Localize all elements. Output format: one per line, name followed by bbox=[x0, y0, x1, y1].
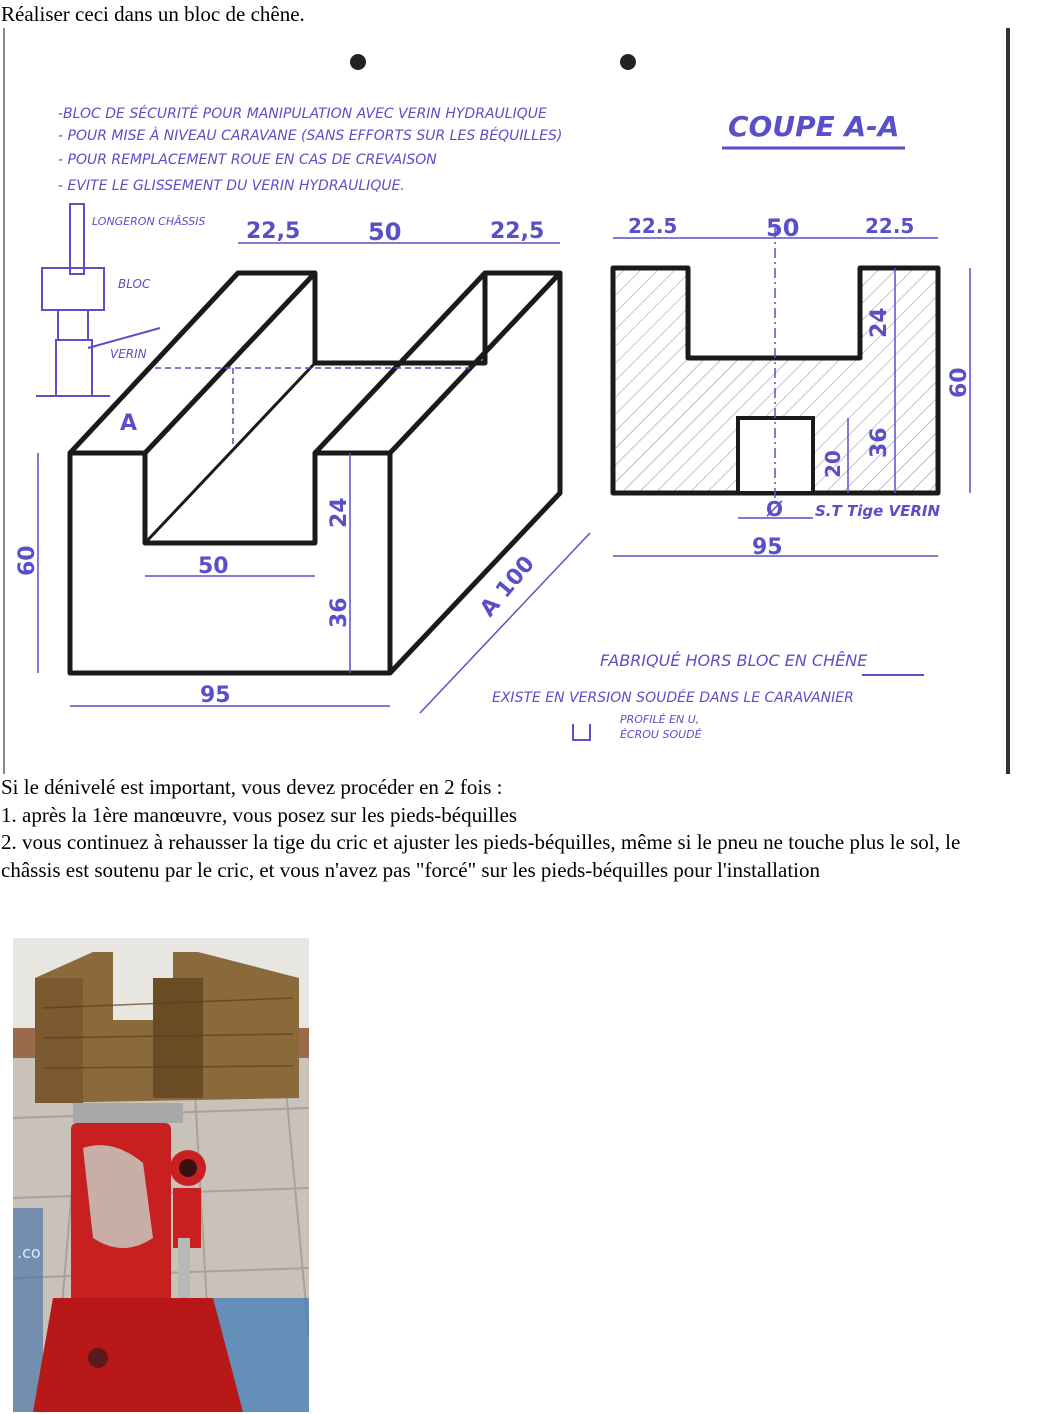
instruction-line-3: 2. vous continuez à rehausser la tige du cric et ajuster les pieds-béquilles, même si le pneu ne touche plus le sol, le châssis est soutenu par le cric, et vous n'avez pas "forcé" sur les pieds-béquilles pour l'installation bbox=[1, 830, 961, 882]
label-verin: VERIN bbox=[110, 347, 147, 361]
section-title: COUPE A-A bbox=[728, 110, 900, 143]
iso-dim-length: A 100 bbox=[475, 551, 540, 622]
instruction-line-2: 1. après la 1ère manœuvre, vous posez sur les pieds-béquilles bbox=[1, 802, 518, 827]
note-3: - POUR REMPLACEMENT ROUE EN CAS DE CREVAISON bbox=[58, 152, 437, 168]
sec-dim-slot: 24 bbox=[867, 307, 892, 338]
footer-note-2: EXISTE EN VERSION SOUDÉE DANS LE CARAVANIER bbox=[492, 690, 854, 706]
iso-dim-inner: 50 bbox=[198, 554, 229, 579]
sec-dim-height: 60 bbox=[947, 367, 972, 398]
iso-dim-slot: 24 bbox=[327, 497, 352, 528]
iso-dim-top-left: 22,5 bbox=[246, 219, 301, 244]
note-4: - EVITE LE GLISSEMENT DU VERIN HYDRAULIQUE. bbox=[58, 178, 405, 194]
footer-note-1: FABRIQUÉ HORS BLOC EN CHÊNE bbox=[600, 651, 868, 670]
sec-dim-top-left: 22.5 bbox=[628, 214, 678, 238]
iso-dim-width: 95 bbox=[200, 683, 231, 708]
iso-dim-height: 60 bbox=[15, 545, 40, 576]
footer-note-4: ÉCROU SOUDÉ bbox=[620, 728, 702, 741]
diameter-symbol: Ø bbox=[766, 497, 784, 521]
instructions-paragraph bbox=[1, 774, 1021, 884]
sec-dim-lower: 36 bbox=[867, 427, 892, 458]
iso-dim-top-mid: 50 bbox=[368, 218, 402, 246]
sec-dim-top-right: 22.5 bbox=[865, 214, 915, 238]
sec-dim-top-mid: 50 bbox=[766, 214, 800, 242]
technical-drawing bbox=[0, 28, 1012, 774]
footer-note-3: PROFILÉ EN U, bbox=[620, 713, 700, 726]
sec-dim-hole: 20 bbox=[821, 450, 845, 478]
photo-overlay-text: .co bbox=[17, 1243, 41, 1262]
punch-hole-icon bbox=[350, 54, 366, 70]
note-2: - POUR MISE À NIVEAU CARAVANE (SANS EFFORTS SUR LES BÉQUILLES) bbox=[58, 128, 563, 144]
jack-photo bbox=[13, 938, 309, 1412]
iso-dim-lower: 36 bbox=[327, 597, 352, 628]
note-1: -BLOC DE SÉCURITÉ POUR MANIPULATION AVEC VERIN HYDRAULIQUE bbox=[58, 106, 547, 122]
label-tige: S.T Tige VERIN bbox=[815, 502, 941, 520]
sec-dim-width: 95 bbox=[752, 535, 783, 560]
intro-text: Réaliser ceci dans un bloc de chêne. bbox=[1, 2, 305, 26]
iso-dim-top-right: 22,5 bbox=[490, 219, 545, 244]
punch-hole-icon bbox=[620, 54, 636, 70]
label-bloc: BLOC bbox=[118, 277, 151, 291]
section-letter: A bbox=[120, 411, 138, 436]
label-longeron: LONGERON CHÂSSIS bbox=[92, 215, 206, 228]
instruction-line-1: Si le dénivelé est important, vous devez procéder en 2 fois : bbox=[1, 775, 503, 799]
